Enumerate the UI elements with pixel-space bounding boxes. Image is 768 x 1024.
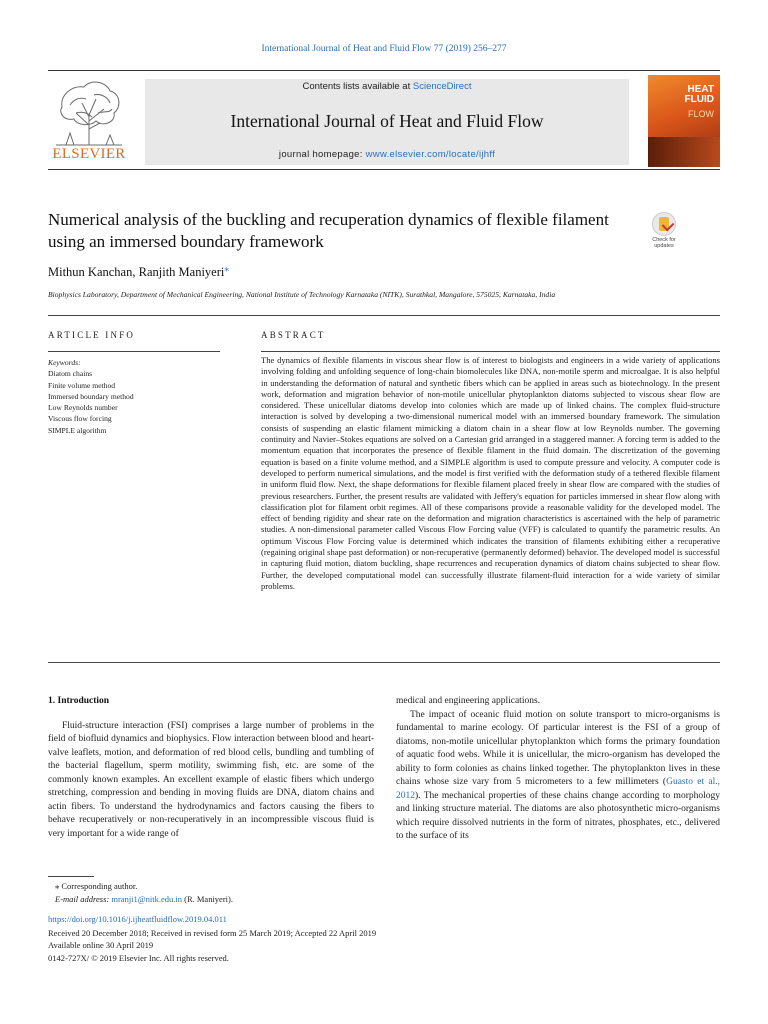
issn-copyright: 0142-727X/ © 2019 Elsevier Inc. All rights reserved.	[48, 953, 229, 963]
elsevier-logo[interactable]	[48, 77, 130, 167]
keyword-item: SIMPLE algorithm	[48, 425, 107, 435]
divider-bottom	[48, 662, 720, 663]
author-names: Mithun Kanchan, Ranjith Maniyeri	[48, 265, 225, 280]
keyword-item: Finite volume method	[48, 380, 116, 390]
footnote-divider	[48, 876, 94, 877]
email-label: E-mail address:	[55, 894, 110, 904]
keyword-item: Immersed boundary method	[48, 391, 134, 401]
divider-top	[48, 315, 720, 316]
cover-image-strip	[648, 137, 720, 167]
keyword-item: Viscous flow forcing	[48, 414, 112, 424]
cover-title: HEAT FLUID	[684, 84, 714, 105]
received-dates: Received 20 December 2018; Received in revised form 25 March 2019; Accepted 22 April 2019	[48, 928, 377, 938]
check-updates-label: Check for updates	[652, 237, 676, 249]
elsevier-wordmark: ELSEVIER	[52, 146, 126, 162]
email-note	[55, 894, 233, 904]
divider-article-info	[48, 351, 220, 352]
check-for-updates-badge[interactable]	[644, 212, 684, 258]
author-list	[48, 263, 229, 280]
elsevier-tree-icon	[54, 77, 124, 147]
keyword-item: Low Reynolds number	[48, 403, 118, 413]
author-affiliation: Biophysics Laboratory, Department of Mechanical Engineering, National Institute of Technology Karnataka (NITK), Surathkal, Mangalore, 575025, Karnataka, India	[48, 290, 556, 299]
abstract-heading: ABSTRACT	[261, 330, 326, 340]
corresponding-author-note: ⁎ Corresponding author.	[55, 881, 138, 891]
journal-homepage-link[interactable]: www.elsevier.com/locate/ijhff	[365, 149, 496, 160]
email-link[interactable]: mranji1@nitk.edu.in	[111, 894, 182, 904]
keyword-item: Diatom chains	[48, 369, 93, 379]
citation-link-guasto[interactable]: Guasto et al., 2012	[396, 777, 720, 801]
cover-subtitle: FLOW	[688, 109, 714, 119]
email-suffix: (R. Maniyeri).	[181, 894, 233, 904]
available-online-date: Available online 30 April 2019	[48, 940, 154, 950]
keywords-block	[48, 357, 228, 436]
journal-title: International Journal of Heat and Fluid Flow	[230, 111, 544, 131]
masthead-band	[145, 79, 629, 165]
article-info-heading: ARTICLE INFO	[48, 330, 136, 340]
homepage-prefix: journal homepage:	[278, 149, 366, 160]
doi-link[interactable]: https://doi.org/10.1016/j.ijheatfluidflow.2019.04.011	[48, 914, 227, 924]
introduction-paragraph-1: Fluid-structure interaction (FSI) comprises a large number of problems in the field of biofluid dynamics and biophysics. Flow interaction between blood and heart-valve leaflets, motion, and deformation of red blood cells, bundling and tumbling of the bacterial flagellum, sperm motility, swimming fish, etc. are some of the commonly known examples. An excellent example of elastic fibers which undergo stretching, compression and bending in moving fluids are DNA, diatom chains and actin fibers. To understand the hydrodynamics and factors causing the fibers to behave recuperatively or non-recuperatively in an incompressible viscous fluid is very important for a wide range of	[48, 721, 374, 839]
contents-line	[145, 81, 629, 92]
paragraph-2-text-b: ). The mechanical properties of these chains change according to morphology and linking structure material. The diatoms are also photosynthetic micro-organisms which require dissolved nutrients in the form of nitrates, phosphates, etc., delivered to the surface of its	[396, 790, 720, 842]
introduction-heading: 1. Introduction	[48, 696, 110, 706]
corresponding-author-mark[interactable]: ⁎	[224, 263, 229, 273]
introduction-paragraph-2	[396, 709, 720, 844]
sciencedirect-link[interactable]: ScienceDirect	[412, 81, 472, 92]
paragraph-2-text-a: The impact of oceanic fluid motion on solute transport to micro-organisms is fundamental to marine ecology. Of particular interest is the FSI of a group of diatoms, non-motile unicellular phytoplankton which forms the primary foundation of aquatic food webs. While it is unicellular, the micro-organism has developed the ability to form colonies as chains linked together. The phytoplankton lives in these chains whose size vary from 5 micrometers to a few millimeters (	[396, 710, 720, 788]
article-title: Numerical analysis of the buckling and recuperation dynamics of flexible filament using an immersed boundary framework	[48, 210, 609, 251]
abstract-text: The dynamics of flexible filaments in viscous shear flow is of interest to biologists and engineers in a wide variety of applications involving folding and unfolding sequence of long-chain biomolecules like DNA, non-motile sperm and microalgae. It is also helpful in understanding the deformation of natural and synthetic fibers which can be applied in areas such as biotechnology. In the present work, deformation and migration behavior of non-motile unicellular phytoplankton diatoms subjected to viscous shear flow are considered. These unicellular diatoms develop into colonies which are made up of linked chains. The complex fluid-structure interaction is solved by developing a two-dimensional numerical model with an immersed boundary framework. The simulation consists of suspending an elastic filament mimicking a diatom chain in a shear flow at low Reynolds number. The governing continuity and Navier–Stokes equations are solved on a Cartesian grid arranged in a staggered manner. A forcing term is added to the momentum equation that incorporates the presence of flexible filament in the fluid domain. The discretization of the governing equation is based on a finite volume method, and a SIMPLE algorithm is used to compute pressure and velocity. A computer code is developed to perform numerical simulations, and the model is first verified with the deformation study of a tethered flexible filament in uniform fluid flow. Next, the shape deformations for flexible filament placed freely in shear flow are compared with the studies of previous researchers. Further, the present results are validated with Jeffery's equation for particles immersed in shear flow along with classification plot for filament orbit regimes. All of these comparisons provide a reasonable validity for the developed model. The effect of bending rigidity and shear rate on the deformation and migration characteristics is ascertained with the help of parametric studies. A non-dimensional parameter called Viscous Flow Forcing value (VFF) is calculated to quantify the parametric results. An optimum Viscous Flow Forcing value is determined which indicates the transition of filaments exhibiting either a recuperative (regaining original shape past deformation) or non-recuperative (permanently deformed) behavior. The developed model is successful in capturing fluid motion, diatom buckling, shape recurrences and recuperation dynamics of diatom chains subjected to shear flow. Further, the developed computational model can successfully illustrate filament-fluid interaction for a wide variety of similar problems.	[261, 355, 720, 591]
journal-cover-thumbnail[interactable]	[648, 75, 720, 167]
journal-masthead	[48, 70, 720, 170]
contents-prefix: Contents lists available at	[302, 81, 413, 92]
introduction-paragraph-1-continued: medical and engineering applications.	[396, 696, 541, 706]
check-updates-icon	[652, 212, 676, 236]
journal-citation[interactable]: International Journal of Heat and Fluid Flow 77 (2019) 256–277	[261, 44, 507, 54]
journal-homepage-line	[145, 149, 629, 160]
divider-abstract	[261, 351, 720, 352]
keywords-label: Keywords:	[48, 358, 81, 367]
